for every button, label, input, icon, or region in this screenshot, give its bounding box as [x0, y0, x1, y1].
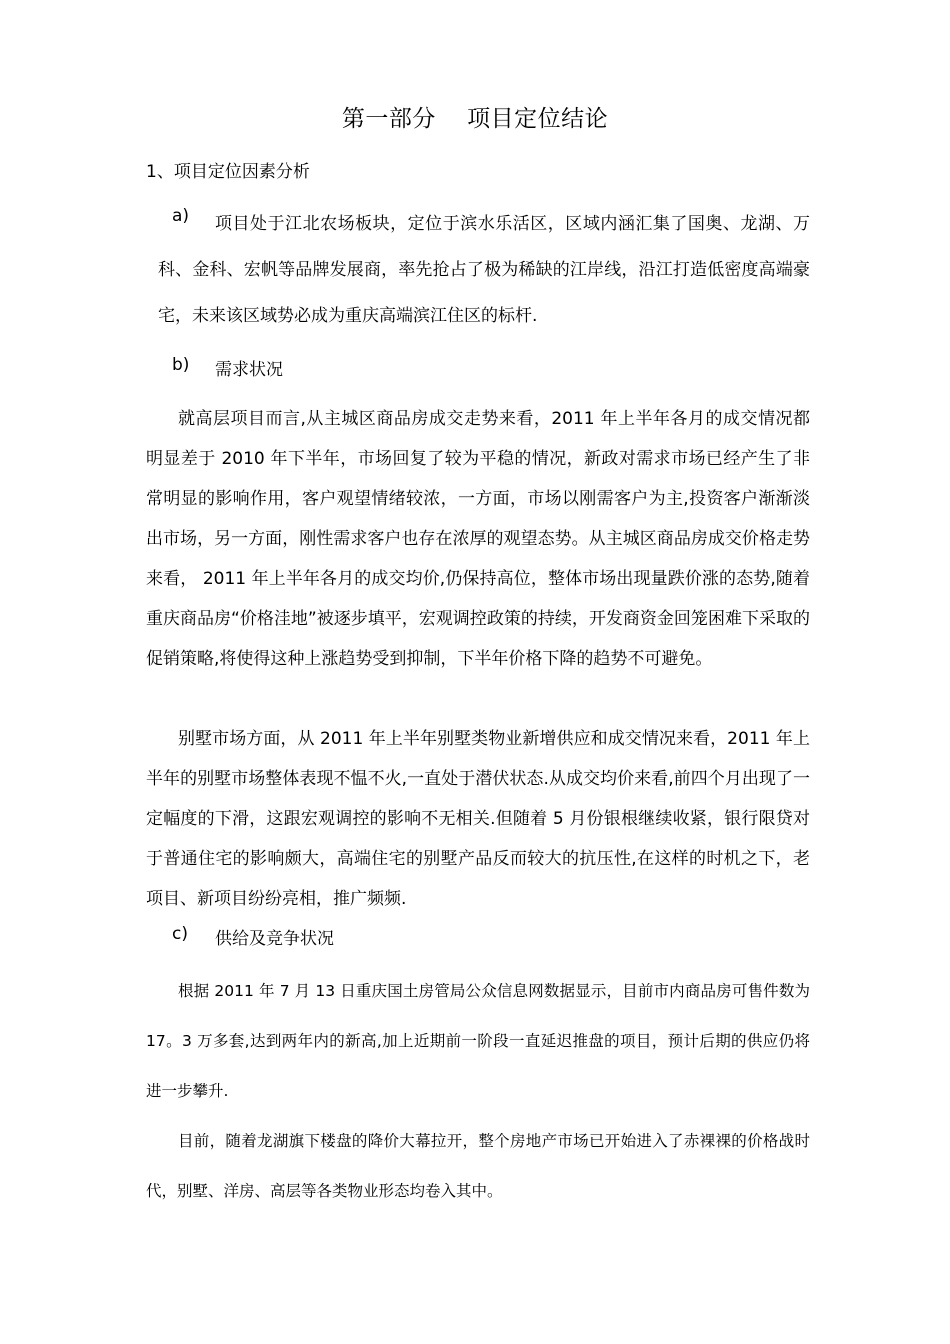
supply-paragraph-pricewar: 目前，随着龙湖旗下楼盘的降价大幕拉开，整个房地产市场已开始进入了赤裸裸的价格战时代，别墅、洋房、高层等各类物业形态均卷入其中。	[146, 1132, 810, 1200]
list-label-supply: 供给及竞争状况	[215, 929, 334, 949]
page-title: 第一部分 项目定位结论	[341, 106, 609, 132]
list-marker-b: b)	[172, 355, 190, 375]
list-label-demand: 需求状况	[215, 360, 283, 380]
list-item-c	[172, 924, 422, 952]
list-marker-a-text: a)	[172, 206, 190, 226]
list-item-b	[172, 355, 372, 383]
demand-paragraph-highrise: 就高层项目而言,从主城区商品房成交走势来看，2011 年上半年各月的成交情况都明显差于 2010 年下半年，市场回复了较为平稳的情况，新政对需求市场已经产生了非常明显的影响作用，客户观望情绪较浓，一方面，市场以刚需客户为主,投资客户渐渐淡出市场，另一方面，刚性需求客户也存在浓厚的观望态势。从主城区商品房成交价格走势来看， 2011 年上半年各月的成交均价,仍保持高位，整体市场出现量跌价涨的态势,随着重庆商品房“价格洼地”被逐步填平，宏观调控政策的持续，开发商资金回笼困难下采取的促销策略,将使得这种上涨趋势受到抑制，下半年价格下降的趋势不可避免。	[146, 409, 810, 669]
item-a-paragraph: 项目处于江北农场板块，定位于滨水乐活区，区域内涵汇集了国奥、龙湖、万科、金科、宏帆等品牌发展商，率先抢占了极为稀缺的江岸线，沿江打造低密度高端豪宅，未来该区域势必成为重庆高端滨江住区的标杆.	[158, 214, 810, 326]
demand-paragraph-villa: 别墅市场方面，从 2011 年上半年别墅类物业新增供应和成交情况来看，2011 年上半年的别墅市场整体表现不愠不火,一直处于潜伏状态.从成交均价来看,前四个月出现了一定幅度的下滑，这跟宏观调控的影响不无相关.但随着 5 月份银根继续收紧，银行限贷对于普通住宅的影响颇大，高端住宅的别墅产品反而较大的抗压性,在这样的时机之下，老项目、新项目纷纷亮相，推广频频.	[146, 729, 810, 909]
list-marker-c: c)	[172, 924, 188, 944]
supply-paragraph-data: 根据 2011 年 7 月 13 日重庆国土房管局公众信息网数据显示，目前市内商品房可售件数为 17。3 万多套,达到两年内的新高,加上近期前一阶段一直延迟推盘的项目，预计后期的供应仍将进一步攀升.	[146, 982, 810, 1100]
section-heading: 1、项目定位因素分析	[146, 162, 310, 182]
